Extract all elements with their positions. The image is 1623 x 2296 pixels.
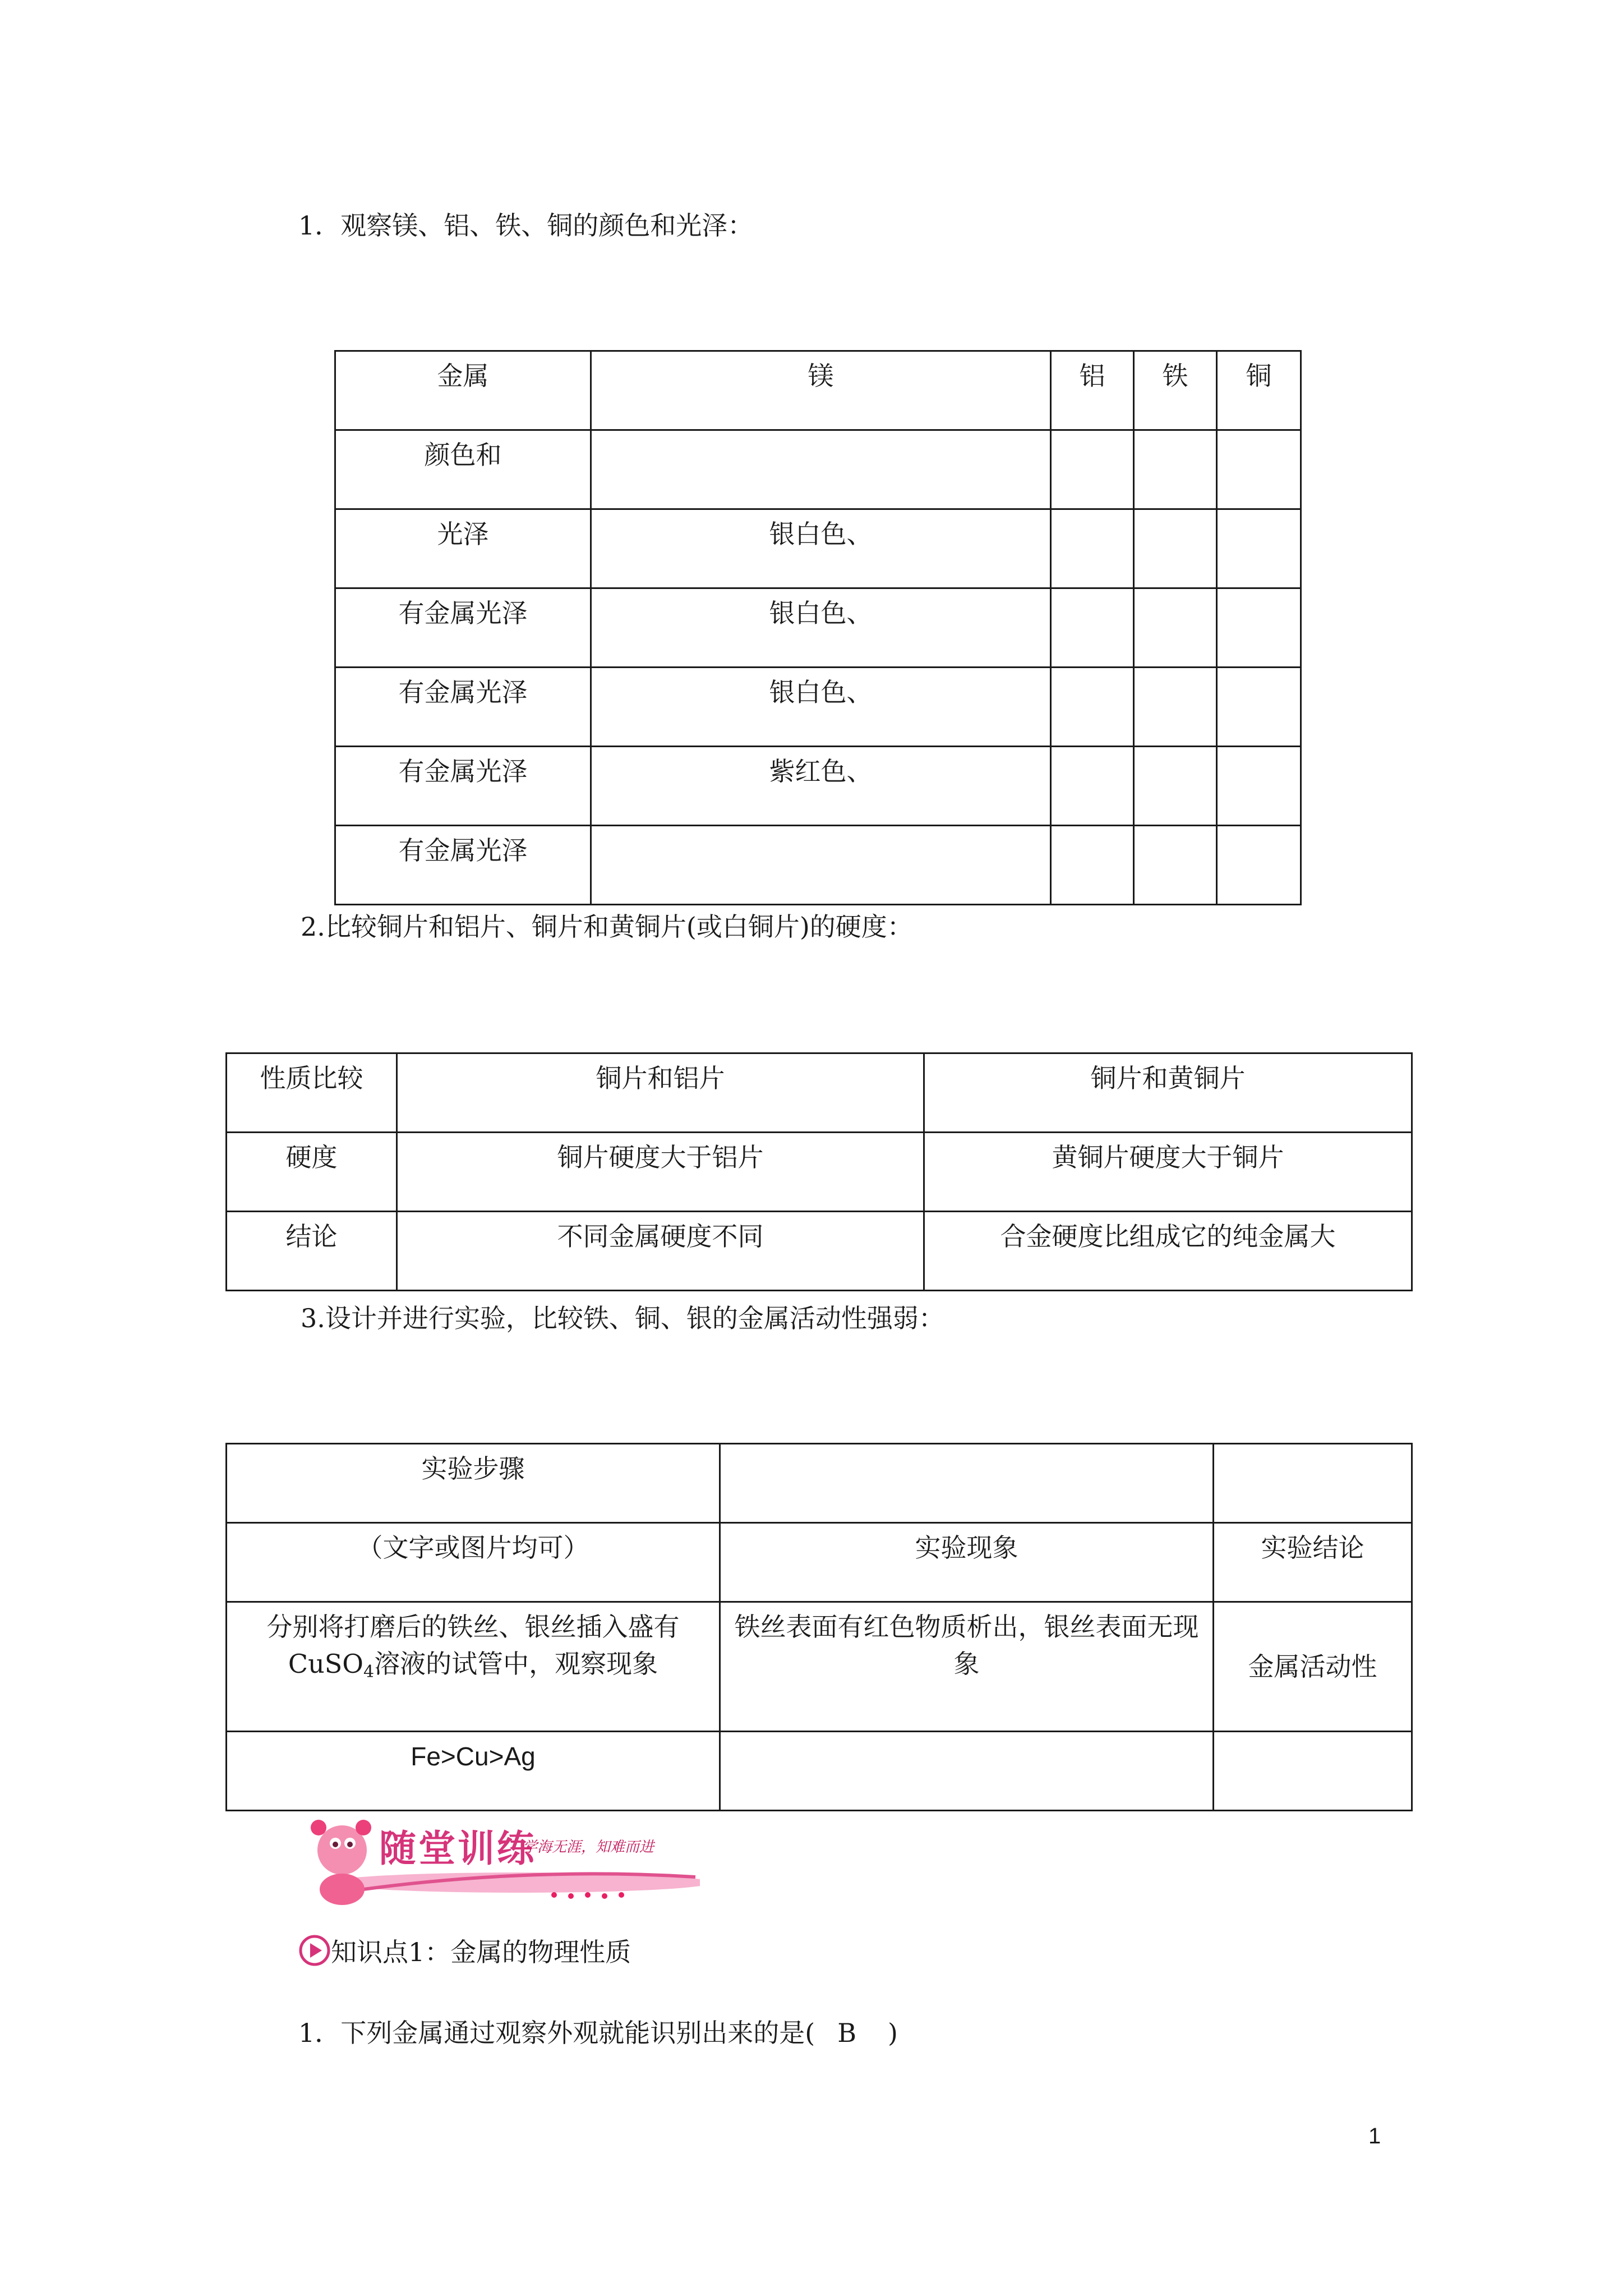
table-cell: 有金属光泽: [335, 668, 591, 747]
phenomenon-cell: [720, 1602, 1214, 1732]
table-header-cell: 性质比较: [227, 1053, 397, 1133]
table-cell: 有金属光泽: [335, 747, 591, 826]
practice-banner: [296, 1811, 700, 1910]
table-cell: [1051, 588, 1134, 668]
table-header-row: [335, 351, 1301, 430]
table-cell: [1051, 509, 1134, 588]
table-cell: [1217, 747, 1301, 826]
decor-dot: [585, 1892, 591, 1898]
table-cell: [720, 1732, 1214, 1811]
table-cell: [1051, 430, 1134, 509]
question-close: ): [888, 2018, 898, 2048]
formula-subscript: 4: [363, 1662, 375, 1682]
table-row: [335, 509, 1301, 588]
page-number: 1: [1368, 2124, 1381, 2148]
table-cell: [1214, 1444, 1412, 1523]
table-cell: 紫红色、: [591, 747, 1051, 826]
table-cell: Fe>Cu>Ag: [227, 1732, 720, 1811]
table-cell: [1217, 668, 1301, 747]
table-header-cell: 金属: [335, 351, 591, 430]
table-cell: 不同金属硬度不同: [397, 1212, 924, 1291]
table-header-cell: 铜片和铝片: [397, 1053, 924, 1133]
table-row: [227, 1212, 1412, 1291]
table-header-row: [227, 1053, 1412, 1133]
table-row: [335, 430, 1301, 509]
table-cell: 银白色、: [591, 509, 1051, 588]
play-marker-icon: [298, 1934, 331, 1967]
question-text: 1．下列金属通过观察外观就能识别出来的是(: [298, 2018, 815, 2048]
table-cell: [720, 1444, 1214, 1523]
decor-dot: [602, 1893, 607, 1899]
conclusion-cell: [1214, 1602, 1412, 1732]
table-cell: 合金硬度比组成它的纯金属大: [924, 1212, 1412, 1291]
decor-dot: [551, 1892, 557, 1898]
table-header-cell: 铜: [1217, 351, 1301, 430]
metal-appearance-table: [334, 350, 1302, 905]
table-cell: 硬度: [227, 1133, 397, 1212]
table-cell: 有金属光泽: [335, 588, 591, 668]
table-cell: [1134, 588, 1217, 668]
table-cell: [1217, 826, 1301, 905]
table-cell: [1051, 668, 1134, 747]
table-header-cell: 铝: [1051, 351, 1134, 430]
experiment-step-cell: [227, 1602, 720, 1732]
decor-dot: [619, 1892, 624, 1898]
step-text: 溶液的试管中，观察现象: [374, 1649, 658, 1679]
answer-text: B: [837, 2018, 857, 2048]
table-cell: [1134, 668, 1217, 747]
table-header-cell: 镁: [591, 351, 1051, 430]
banner-slogan: 学海无涯，知难而进: [523, 1839, 654, 1856]
table-cell: （文字或图片均可）: [227, 1523, 720, 1602]
table-cell: [1134, 430, 1217, 509]
section1-heading: 1．观察镁、铝、铁、铜的颜色和光泽：: [298, 210, 754, 241]
table-cell: [1217, 509, 1301, 588]
section3-heading: 3.设计并进行实验，比较铁、铜、银的金属活动性强弱：: [301, 1303, 944, 1333]
table-cell: [1217, 588, 1301, 668]
table-cell: [591, 430, 1051, 509]
table-cell: 有金属光泽: [335, 826, 591, 905]
question-1: [298, 2016, 898, 2050]
table-row: [227, 1444, 1412, 1523]
table-cell: [1217, 430, 1301, 509]
table-header-cell: 铜片和黄铜片: [924, 1053, 1412, 1133]
table-cell: 实验结论: [1214, 1523, 1412, 1602]
table-cell: [1134, 826, 1217, 905]
table-cell: [1051, 826, 1134, 905]
activity-experiment-table: [225, 1443, 1413, 1811]
table-cell: [1134, 747, 1217, 826]
formula-text: CuSO: [288, 1649, 363, 1679]
table-cell: 实验现象: [720, 1523, 1214, 1602]
section2-heading: 2.比较铜片和铝片、铜片和黄铜片(或白铜片)的硬度：: [301, 912, 913, 942]
table-header-cell: 铁: [1134, 351, 1217, 430]
decor-dot: [568, 1893, 574, 1899]
table-row: [227, 1523, 1412, 1602]
hardness-table: [225, 1052, 1413, 1291]
table-cell: [591, 826, 1051, 905]
table-cell: [1051, 747, 1134, 826]
conclusion-text: 金属活动性: [1248, 1651, 1377, 1682]
knowledge-point-label: 知识点1：金属的物理性质: [331, 1937, 631, 1967]
table-cell: 银白色、: [591, 588, 1051, 668]
step-text: 分别将打磨后的铁丝、银丝插入盛有: [266, 1612, 680, 1642]
table-cell: [1214, 1732, 1412, 1811]
table-cell: 颜色和: [335, 430, 591, 509]
table-cell: 光泽: [335, 509, 591, 588]
table-row: [335, 668, 1301, 747]
mascot-icon: [311, 1820, 371, 1905]
table-cell: 铜片硬度大于铝片: [397, 1133, 924, 1212]
table-row: [227, 1732, 1412, 1811]
phenomenon-text: 铁丝表面有红色物质析出，银丝表面无现象: [734, 1612, 1199, 1679]
table-cell: 银白色、: [591, 668, 1051, 747]
table-row: [335, 747, 1301, 826]
table-cell: 结论: [227, 1212, 397, 1291]
table-row: [227, 1133, 1412, 1212]
knowledge-point: [298, 1934, 631, 1969]
table-row: [335, 826, 1301, 905]
table-row: [227, 1602, 1412, 1732]
banner-title: 随堂训练: [379, 1827, 536, 1870]
table-cell: [1134, 509, 1217, 588]
table-cell: 实验步骤: [227, 1444, 720, 1523]
table-cell: 黄铜片硬度大于铜片: [924, 1133, 1412, 1212]
table-row: [335, 588, 1301, 668]
